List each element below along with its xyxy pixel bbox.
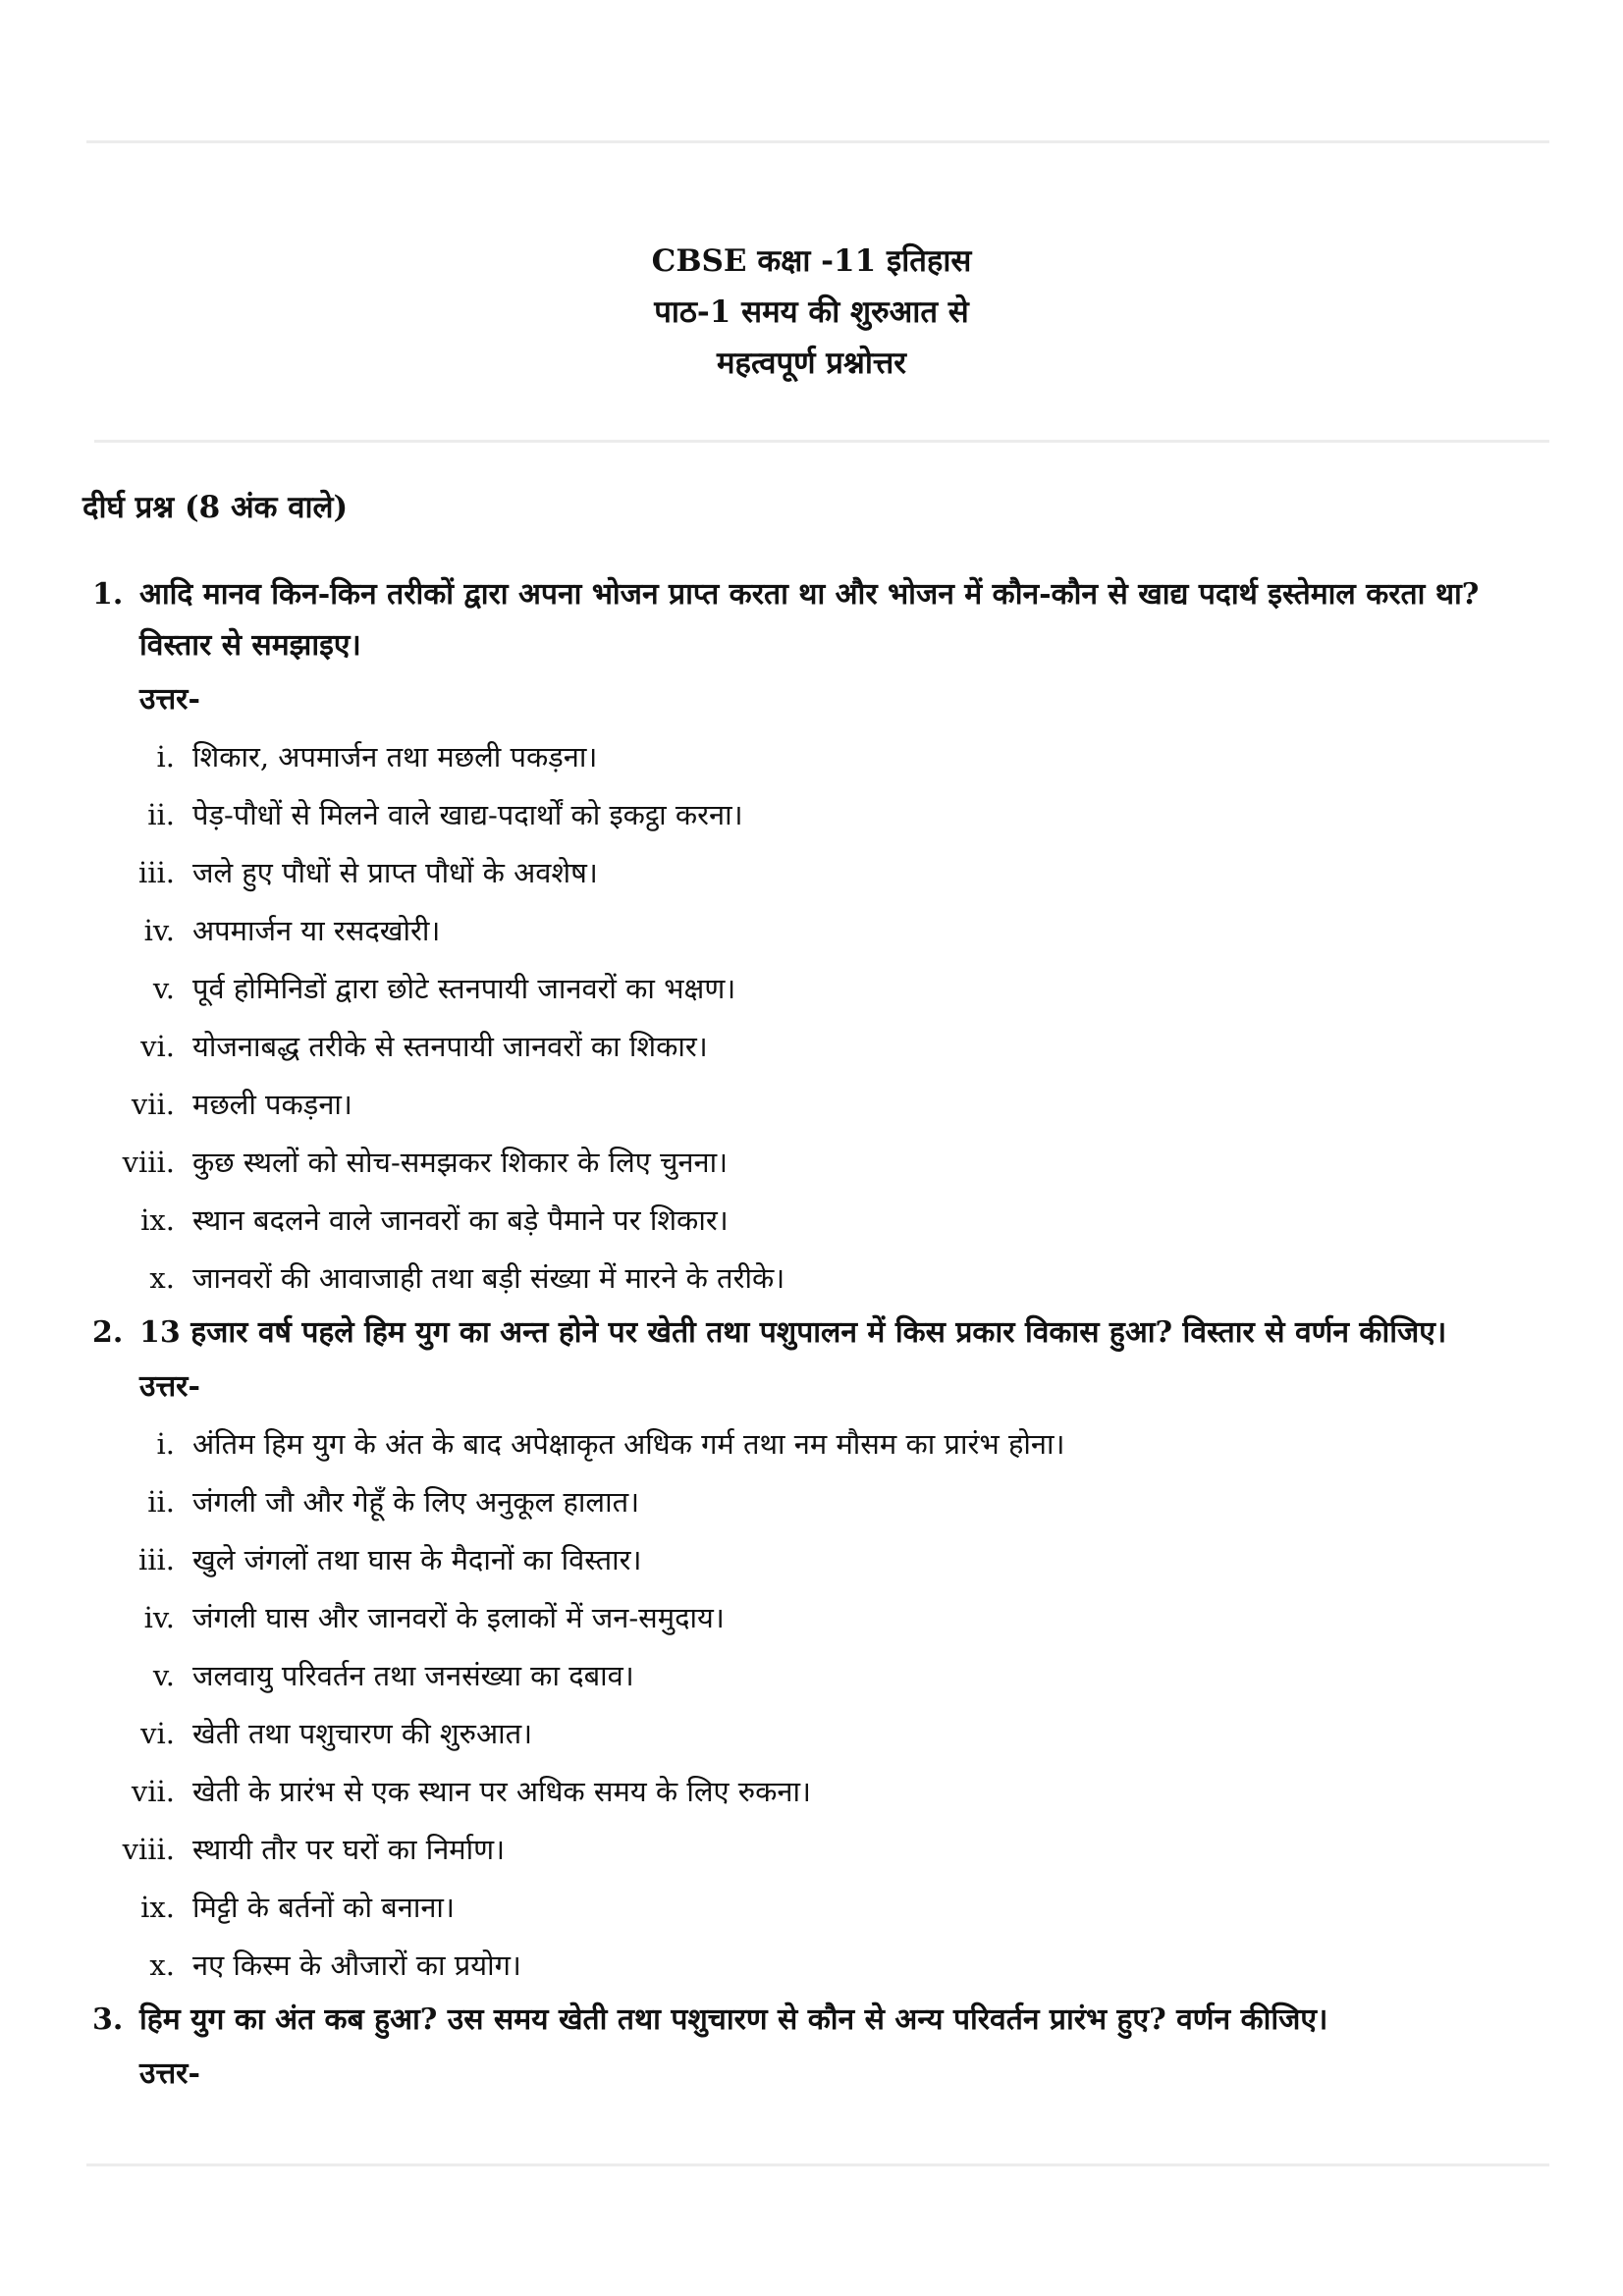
answer-item-number: vi. bbox=[140, 1030, 175, 1063]
answer-item-text: मछली पकड़ना। bbox=[192, 1088, 352, 1121]
question-3 bbox=[0, 1995, 1623, 2046]
answer-item bbox=[0, 1937, 1623, 1995]
answer-item bbox=[0, 1705, 1623, 1763]
answer-item bbox=[0, 1018, 1623, 1076]
answer-item-number: v. bbox=[152, 1659, 175, 1692]
question-text: आदि मानव किन-किन तरीकों द्वारा अपना भोजन प्राप्त करता था और भोजन में कौन-कौन से खाद्य पदार्थ इस्तेमाल करता था? विस्तार से समझाइए। bbox=[139, 577, 1480, 663]
answer-label: उत्तर- bbox=[139, 1369, 200, 1404]
answer-item-text: अंतिम हिम युग के अंत के बाद अपेक्षाकृत अधिक गर्म तथा नम मौसम का प्रारंभ होना। bbox=[192, 1427, 1065, 1461]
document-header bbox=[0, 236, 1623, 389]
answer-item bbox=[0, 1763, 1623, 1821]
answer-item-text: अपमार्जन या रसदखोरी। bbox=[192, 914, 441, 947]
answer-item-number: i. bbox=[156, 740, 175, 774]
answer-item-number: iv. bbox=[143, 1601, 175, 1634]
answer-item bbox=[0, 1473, 1623, 1531]
question-number: 3. bbox=[92, 2002, 124, 2037]
answer-item-text: जंगली जौ और गेहूँ के लिए अनुकूल हालात। bbox=[192, 1485, 640, 1519]
answer-item bbox=[0, 1192, 1623, 1250]
answer-item bbox=[0, 1821, 1623, 1879]
header-divider bbox=[94, 440, 1549, 443]
answer-item-number: ix. bbox=[140, 1891, 175, 1924]
answer-item-number: ii. bbox=[147, 1485, 175, 1519]
answer-item-text: स्थान बदलने वाले जानवरों का बड़े पैमाने पर शिकार। bbox=[192, 1203, 729, 1237]
answer-label: उत्तर- bbox=[139, 2056, 200, 2091]
answer-item-text: स्थायी तौर पर घरों का निर्माण। bbox=[192, 1833, 506, 1866]
answer-item bbox=[0, 1531, 1623, 1589]
question-1 bbox=[0, 569, 1623, 671]
answer-item-number: x. bbox=[149, 1949, 175, 1982]
answer-item-number: iii. bbox=[137, 856, 175, 889]
answer-item-number: ix. bbox=[140, 1203, 175, 1237]
answer-item-text: जलवायु परिवर्तन तथा जनसंख्या का दबाव। bbox=[192, 1659, 634, 1692]
answer-item-text: पेड़-पौधों से मिलने वाले खाद्य-पदार्थों को इकट्ठा करना। bbox=[192, 798, 743, 831]
answer-item bbox=[0, 728, 1623, 786]
answer-item-number: viii. bbox=[122, 1833, 175, 1866]
question-number: 2. bbox=[92, 1315, 124, 1350]
answer-item-text: जले हुए पौधों से प्राप्त पौधों के अवशेष। bbox=[192, 856, 598, 889]
answer-item-number: iv. bbox=[143, 914, 175, 947]
answer-item-number: vii. bbox=[131, 1088, 175, 1121]
answer-item-number: vii. bbox=[131, 1775, 175, 1808]
answer-item-text: खेती के प्रारंभ से एक स्थान पर अधिक समय के लिए रुकना। bbox=[192, 1775, 812, 1808]
answer-item-number: i. bbox=[156, 1427, 175, 1461]
answer-item bbox=[0, 902, 1623, 960]
answer-item bbox=[0, 1647, 1623, 1705]
answer-item-text: जंगली घास और जानवरों के इलाकों में जन-समुदाय। bbox=[192, 1601, 725, 1634]
question-2 bbox=[0, 1308, 1623, 1359]
answer-item-number: viii. bbox=[122, 1146, 175, 1179]
answer-item-text: खुले जंगलों तथा घास के मैदानों का विस्तार। bbox=[192, 1543, 642, 1576]
header-class-subject: CBSE कक्षा -11 इतिहास bbox=[651, 243, 972, 279]
top-divider bbox=[86, 140, 1549, 143]
answer-item-text: मिट्टी के बर्तनों को बनाना। bbox=[192, 1891, 455, 1924]
answer-list bbox=[0, 728, 1623, 1308]
answer-item bbox=[0, 1589, 1623, 1647]
answer-item bbox=[0, 844, 1623, 902]
answer-list bbox=[0, 1415, 1623, 1995]
answer-item-text: पूर्व होमिनिडों द्वारा छोटे स्तनपायी जानवरों का भक्षण। bbox=[192, 972, 736, 1005]
answer-item-number: ii. bbox=[147, 798, 175, 831]
answer-item bbox=[0, 960, 1623, 1018]
answer-item-text: शिकार, अपमार्जन तथा मछली पकड़ना। bbox=[192, 740, 598, 774]
section-title: दीर्घ प्रश्न (8 अंक वाले) bbox=[82, 490, 349, 525]
answer-label: उत्तर- bbox=[139, 682, 200, 717]
answer-item-text: योजनाबद्ध तरीके से स्तनपायी जानवरों का शिकार। bbox=[192, 1030, 708, 1063]
answer-item-number: v. bbox=[152, 972, 175, 1005]
header-chapter: पाठ-1 समय की शुरुआत से bbox=[654, 294, 969, 330]
bottom-divider bbox=[86, 2163, 1549, 2166]
question-text: 13 हजार वर्ष पहले हिम युग का अन्त होने पर खेती तथा पशुपालन में किस प्रकार विकास हुआ? विस्तार से वर्णन कीजिए। bbox=[139, 1315, 1447, 1350]
question-number: 1. bbox=[92, 577, 124, 612]
answer-item bbox=[0, 1076, 1623, 1134]
question-text: हिम युग का अंत कब हुआ? उस समय खेती तथा पशुचारण से कौन से अन्य परिवर्तन प्रारंभ हुए? वर्णन कीजिए। bbox=[139, 2002, 1328, 2037]
answer-item bbox=[0, 1134, 1623, 1192]
answer-item-text: नए किस्म के औजारों का प्रयोग। bbox=[192, 1949, 521, 1982]
answer-item bbox=[0, 1250, 1623, 1308]
answer-item-text: खेती तथा पशुचारण की शुरुआत। bbox=[192, 1717, 533, 1750]
answer-item-number: vi. bbox=[140, 1717, 175, 1750]
header-important-qa: महत्वपूर्ण प्रश्नोत्तर bbox=[717, 346, 906, 381]
questions-list bbox=[0, 569, 1623, 2103]
answer-item bbox=[0, 786, 1623, 844]
answer-item bbox=[0, 1879, 1623, 1937]
answer-item-number: x. bbox=[149, 1261, 175, 1295]
answer-item-text: जानवरों की आवाजाही तथा बड़ी संख्या में मारने के तरीके। bbox=[192, 1261, 785, 1295]
answer-item bbox=[0, 1415, 1623, 1473]
answer-item-text: कुछ स्थलों को सोच-समझकर शिकार के लिए चुनना। bbox=[192, 1146, 729, 1179]
answer-item-number: iii. bbox=[137, 1543, 175, 1576]
